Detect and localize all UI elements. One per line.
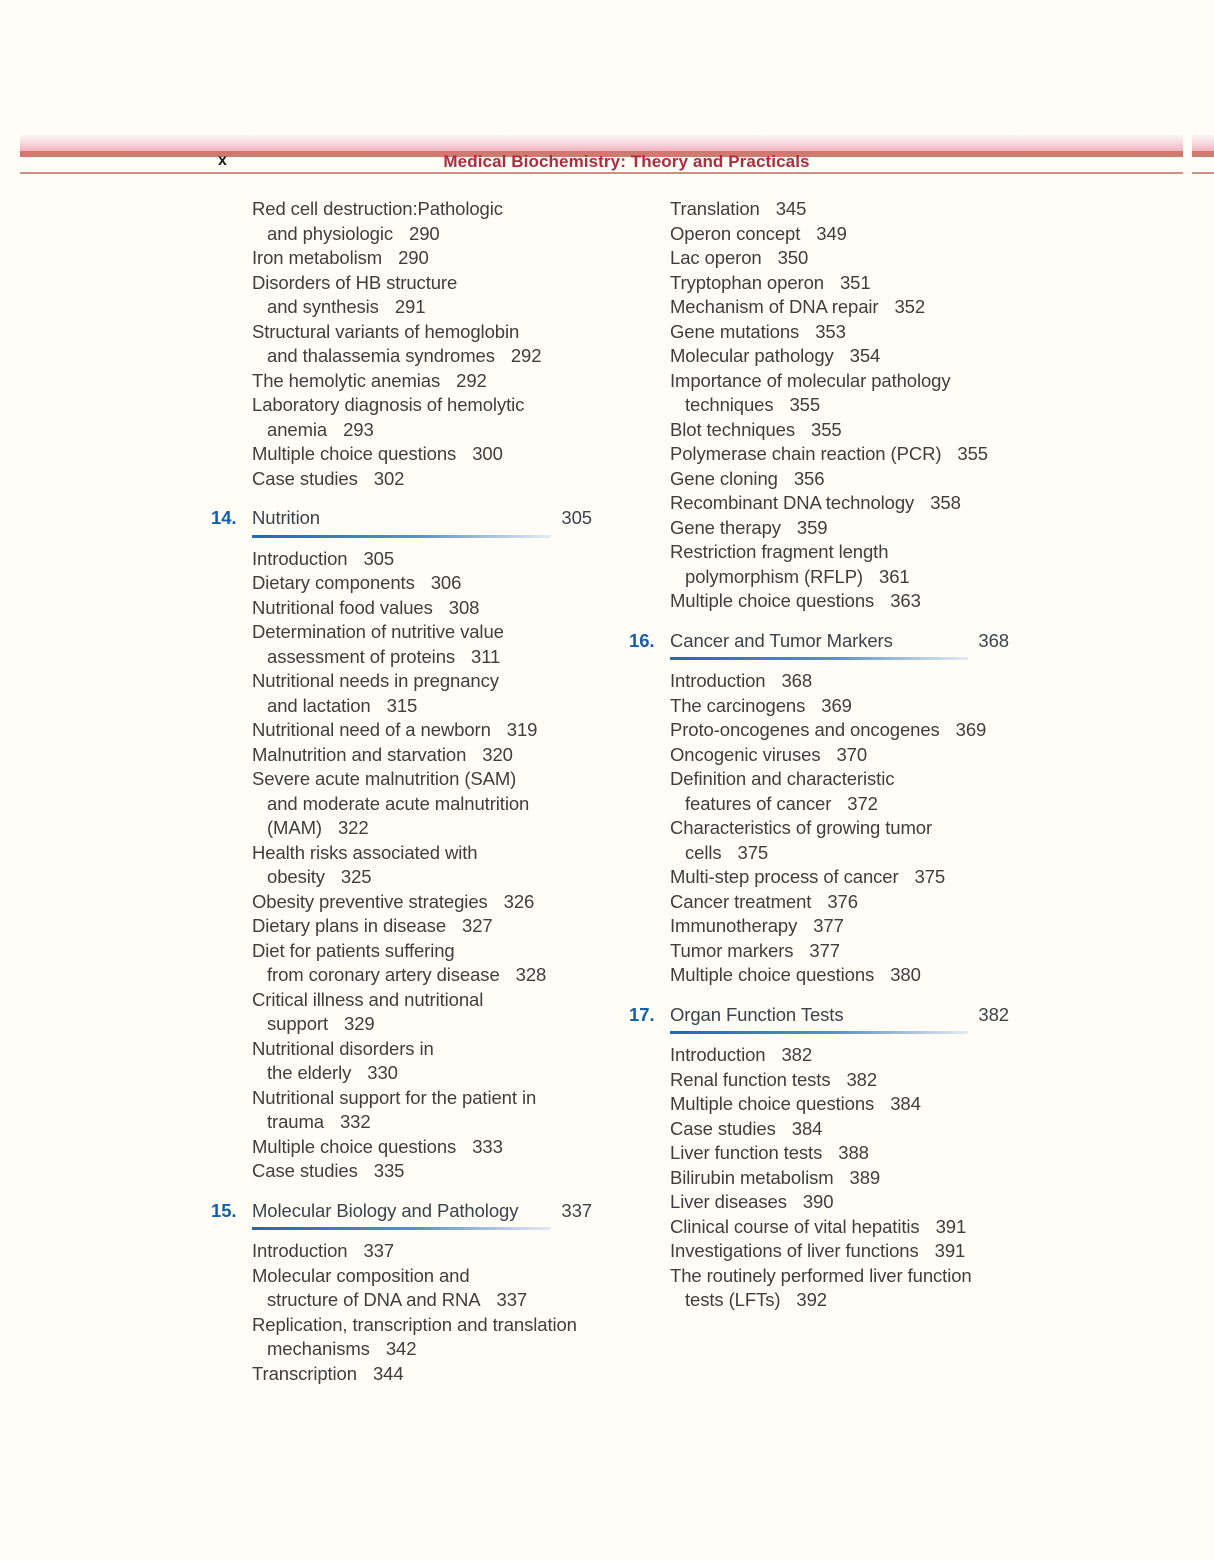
toc-entry	[211, 1239, 592, 1264]
toc-block	[211, 506, 592, 1184]
toc-entry-line: The routinely performed liver function	[670, 1264, 972, 1286]
chapter-title-rule	[670, 629, 968, 661]
toc-column-left	[211, 197, 592, 1386]
toc-entry	[211, 197, 592, 246]
toc-entry-page: 375	[737, 841, 769, 863]
toc-entry-page: 327	[462, 915, 493, 936]
toc-entry-page: 302	[373, 467, 405, 489]
book-title: Medical Biochemistry: Theory and Practicals	[443, 152, 810, 171]
toc-entry-page: 355	[811, 418, 842, 440]
toc-entry	[629, 197, 1009, 222]
toc-entry-line: from coronary artery disease 328	[267, 964, 547, 985]
toc-block	[629, 197, 1009, 614]
chapter-title-rule	[252, 506, 551, 538]
toc-entry-line: Immunotherapy 377	[670, 915, 844, 936]
chapter-title-rule	[252, 1199, 551, 1231]
toc-entry-page: 376	[827, 890, 858, 912]
toc-entry-line: The carcinogens 369	[670, 694, 852, 716]
toc-entry	[211, 246, 592, 271]
toc-entry-page: 337	[496, 1289, 528, 1310]
chapter-title: Nutrition	[252, 507, 320, 528]
toc-entry-line: Nutritional needs in pregnancy	[252, 670, 499, 691]
toc-entry-page: 332	[339, 1111, 371, 1132]
toc-entry-line: and lactation 315	[267, 694, 418, 716]
toc-entry	[629, 1239, 1009, 1264]
toc-entry-line: Restriction fragment length	[670, 541, 889, 562]
toc-entry	[629, 1215, 1009, 1240]
toc-entry-page: 353	[815, 320, 846, 342]
toc-entry-page: 369	[821, 694, 852, 716]
chapter-number: 17.	[629, 1003, 655, 1025]
toc-entry-line: Dietary components 306	[252, 572, 462, 593]
toc-entry	[211, 914, 592, 939]
toc-entry-line: Multiple choice questions 384	[670, 1093, 921, 1114]
toc-entry-line: Red cell destruction:Pathologic	[252, 198, 503, 219]
toc-entry-page: 319	[506, 719, 538, 740]
toc-entry-line: Nutritional food values 308	[252, 596, 480, 618]
toc-entry-page: 392	[796, 1289, 827, 1310]
toc-block	[629, 1003, 1009, 1313]
toc-entry	[211, 939, 592, 988]
toc-entry-line: and synthesis 291	[267, 296, 426, 317]
header-rule-edge-segment	[1192, 172, 1214, 174]
toc-entry-page: 384	[791, 1117, 823, 1139]
toc-entry	[629, 1043, 1009, 1068]
toc-entry-page: 292	[510, 345, 542, 366]
toc-entry-line: and physiologic 290	[267, 222, 440, 244]
page-number-marker: x	[218, 152, 227, 169]
toc-entry-line: Gene therapy 359	[670, 516, 828, 538]
toc-entry	[629, 222, 1009, 247]
toc-entry	[211, 1159, 592, 1184]
toc-entry	[211, 1135, 592, 1160]
toc-entry	[211, 320, 592, 369]
toc-entry-line: Iron metabolism 290	[252, 247, 429, 268]
toc-entry	[629, 914, 1009, 939]
toc-entry-line: Malnutrition and starvation 320	[252, 743, 513, 765]
toc-entry-line: cells 375	[685, 841, 769, 863]
toc-entry	[629, 246, 1009, 271]
toc-entry-line: techniques 355	[685, 394, 821, 415]
toc-entry	[629, 816, 1009, 865]
toc-entry-line: Disorders of HB structure	[252, 271, 458, 293]
toc-entry	[629, 1166, 1009, 1191]
toc-entry-page: 377	[809, 939, 840, 961]
toc-entry-page: 344	[372, 1362, 404, 1384]
toc-entry-page: 351	[839, 271, 871, 293]
toc-entry	[211, 620, 592, 669]
toc-entry-page: 292	[456, 369, 487, 391]
toc-entry-page: 342	[385, 1338, 417, 1359]
toc-entry-line: polymorphism (RFLP) 361	[685, 565, 910, 587]
toc-entry-page: 290	[398, 247, 429, 268]
toc-column-right	[629, 197, 1009, 1313]
toc-entry-line: Mechanism of DNA repair 352	[670, 296, 926, 317]
header-band-gradient	[1192, 135, 1214, 151]
toc-entry-page: 352	[894, 296, 926, 317]
toc-entry-page: 291	[394, 296, 426, 317]
toc-entry	[211, 1313, 592, 1362]
toc-entry	[629, 718, 1009, 743]
toc-entry	[211, 767, 592, 841]
toc-entry-line: Cancer treatment 376	[670, 890, 858, 912]
toc-entry-page: 375	[914, 866, 946, 887]
toc-entry-line: and thalassemia syndromes 292	[267, 345, 542, 366]
toc-entry-line: Translation 345	[670, 198, 807, 219]
toc-entry-page: 328	[515, 964, 547, 985]
toc-entry	[629, 1141, 1009, 1166]
toc-entry-line: Multiple choice questions 333	[252, 1135, 503, 1157]
toc-entry-line: Molecular composition and	[252, 1264, 470, 1286]
toc-entry-page: 326	[503, 890, 535, 912]
toc-entry-line: Gene cloning 356	[670, 467, 825, 489]
toc-entry-line: Introduction 337	[252, 1240, 395, 1261]
chapter-title: Cancer and Tumor Markers	[670, 629, 893, 651]
toc-entry	[211, 442, 592, 467]
toc-entry-line: Diet for patients suffering	[252, 939, 455, 961]
toc-entry	[629, 271, 1009, 296]
toc-entry-page: 320	[482, 743, 513, 765]
toc-entry-page: 384	[890, 1093, 921, 1114]
toc-entry-line: Laboratory diagnosis of hemolytic	[252, 394, 525, 415]
toc-entry-line: Structural variants of hemoglobin	[252, 320, 520, 342]
toc-entry-line: Polymerase chain reaction (PCR) 355	[670, 443, 988, 464]
toc-entry	[211, 1264, 592, 1313]
toc-entry-line: Obesity preventive strategies 326	[252, 890, 535, 912]
toc-entry-line: Renal function tests 382	[670, 1068, 878, 1090]
toc-entry-page: 308	[448, 596, 480, 618]
toc-entry-line: Liver function tests 388	[670, 1142, 869, 1163]
toc-entry-page: 389	[849, 1166, 881, 1188]
toc-entry	[629, 1092, 1009, 1117]
toc-entry-line: Health risks associated with	[252, 841, 478, 863]
toc-entry-page: 305	[363, 547, 395, 569]
toc-entry	[629, 467, 1009, 492]
toc-entry-line: Investigations of liver functions 391	[670, 1240, 966, 1261]
toc-entry	[211, 1362, 592, 1387]
toc-entry-line: Nutritional disorders in	[252, 1037, 434, 1059]
toc-entry-line: Gene mutations 353	[670, 320, 846, 342]
toc-block	[211, 1199, 592, 1387]
toc-entry	[629, 743, 1009, 768]
toc-entry	[629, 890, 1009, 915]
chapter-heading	[629, 629, 1009, 661]
toc-entry	[629, 669, 1009, 694]
toc-entry-page: 345	[775, 198, 807, 219]
toc-entry-line: Multiple choice questions 363	[670, 590, 921, 611]
header-band-accent	[1192, 151, 1214, 157]
toc-entry-line: Definition and characteristic	[670, 768, 895, 789]
toc-entry-page: 325	[340, 866, 372, 887]
chapter-number: 15.	[211, 1199, 237, 1221]
toc-entry-page: 290	[409, 222, 440, 244]
chapter-page-number: 305	[561, 507, 592, 528]
toc-entry-page: 382	[846, 1068, 878, 1090]
toc-entry	[629, 320, 1009, 345]
toc-entry-line: support 329	[267, 1013, 375, 1034]
toc-entry-line: tests (LFTs) 392	[685, 1289, 827, 1310]
toc-entry-line: obesity 325	[267, 866, 372, 887]
toc-entry	[629, 540, 1009, 589]
chapter-number: 14.	[211, 507, 237, 528]
toc-entry	[211, 596, 592, 621]
toc-entry-line: Nutritional need of a newborn 319	[252, 719, 538, 740]
header-rule	[20, 172, 1183, 174]
toc-entry	[211, 571, 592, 596]
toc-entry-page: 359	[796, 516, 828, 538]
toc-entry-line: Transcription 344	[252, 1362, 404, 1384]
toc-entry	[629, 295, 1009, 320]
toc-entry	[629, 767, 1009, 816]
toc-entry-line: trauma 332	[267, 1111, 371, 1132]
toc-entry-page: 361	[879, 565, 910, 587]
toc-entry	[211, 890, 592, 915]
toc-entry	[211, 547, 592, 572]
toc-entry-page: 358	[930, 492, 961, 513]
toc-entry-line: Molecular pathology 354	[670, 345, 881, 366]
toc-entry-page: 363	[890, 590, 921, 611]
chapter-title: Organ Function Tests	[670, 1003, 844, 1025]
toc-entry	[629, 369, 1009, 418]
toc-entry-line: Blot techniques 355	[670, 418, 842, 440]
toc-entry-line: Importance of molecular pathology	[670, 369, 951, 391]
toc-entry	[629, 939, 1009, 964]
chapter-title: Molecular Biology and Pathology	[252, 1199, 519, 1221]
toc-entry-line: Proto-oncogenes and oncogenes 369	[670, 719, 987, 740]
toc-entry	[629, 865, 1009, 890]
toc-entry	[629, 963, 1009, 988]
toc-entry-line: features of cancer 372	[685, 792, 878, 814]
toc-entry-line: Case studies 384	[670, 1117, 823, 1139]
toc-entry-page: 300	[472, 443, 503, 464]
toc-entry-page: 354	[849, 345, 881, 366]
chapter-number: 16.	[629, 629, 655, 651]
toc-entry-page: 337	[363, 1240, 395, 1261]
toc-entry	[211, 271, 592, 320]
toc-entry-page: 329	[344, 1013, 375, 1034]
toc-entry	[629, 1068, 1009, 1093]
toc-entry-line: Oncogenic viruses 370	[670, 743, 868, 765]
toc-entry	[629, 491, 1009, 516]
toc-entry-line: Lac operon 350	[670, 247, 809, 268]
chapter-heading	[211, 506, 592, 538]
toc-entry-page: 369	[955, 719, 987, 740]
header-band-edge-segment	[1192, 135, 1214, 157]
toc-entry-line: The hemolytic anemias 292	[252, 369, 487, 391]
toc-entry-page: 333	[472, 1135, 503, 1157]
toc-entry-line: the elderly 330	[267, 1062, 398, 1083]
toc-entry-line: Case studies 335	[252, 1160, 405, 1181]
toc-entry-page: 335	[373, 1160, 405, 1181]
toc-entry-line: and moderate acute malnutrition	[267, 792, 530, 814]
toc-entry-line: Tumor markers 377	[670, 939, 840, 961]
toc-block	[211, 197, 592, 491]
toc-entry-line: Recombinant DNA technology 358	[670, 492, 961, 513]
toc-entry-page: 356	[793, 467, 825, 489]
toc-entry-page: 382	[781, 1044, 813, 1065]
toc-entry-page: 388	[838, 1142, 869, 1163]
toc-entry	[211, 369, 592, 394]
toc-entry	[629, 1264, 1009, 1313]
toc-entry	[629, 694, 1009, 719]
toc-entry-page: 330	[367, 1062, 398, 1083]
toc-entry-line: Dietary plans in disease 327	[252, 915, 493, 936]
toc-entry-page: 306	[430, 572, 462, 593]
header-band-gradient	[20, 135, 1183, 151]
toc-entry-line: mechanisms 342	[267, 1338, 417, 1359]
toc-entry	[629, 516, 1009, 541]
toc-entry	[211, 841, 592, 890]
toc-entry	[211, 988, 592, 1037]
toc-entry-line: structure of DNA and RNA 337	[267, 1289, 528, 1310]
toc-entry-page: 368	[781, 670, 813, 691]
toc-entry-page: 391	[934, 1240, 966, 1261]
toc-entry-line: Operon concept 349	[670, 222, 847, 244]
toc-entry-page: 372	[847, 792, 878, 814]
toc-entry-page: 311	[471, 645, 501, 667]
toc-entry	[211, 669, 592, 718]
toc-entry-line: Multiple choice questions 380	[670, 964, 921, 985]
toc-entry	[211, 743, 592, 768]
toc-entry-page: 390	[802, 1191, 834, 1212]
toc-entry-line: Introduction 382	[670, 1044, 813, 1065]
toc-entry-page: 322	[337, 817, 369, 838]
chapter-heading	[211, 1199, 592, 1231]
toc-entry-line: Critical illness and nutritional	[252, 988, 484, 1010]
toc-entry-line: Nutritional support for the patient in	[252, 1086, 537, 1108]
toc-entry-page: 380	[890, 964, 921, 985]
toc-entry	[211, 393, 592, 442]
toc-entry-line: Bilirubin metabolism 389	[670, 1166, 881, 1188]
toc-entry-line: (MAM) 322	[267, 817, 369, 838]
toc-entry-line: Liver diseases 390	[670, 1191, 834, 1212]
toc-entry-page: 377	[813, 915, 844, 936]
toc-entry	[629, 1117, 1009, 1142]
toc-entry	[629, 442, 1009, 467]
toc-entry-line: Clinical course of vital hepatitis 391	[670, 1215, 967, 1237]
toc-entry	[211, 1086, 592, 1135]
chapter-page-number: 337	[561, 1199, 592, 1221]
toc-entry-line: Multiple choice questions 300	[252, 443, 503, 464]
toc-entry	[629, 1190, 1009, 1215]
chapter-page-number: 368	[978, 629, 1009, 651]
toc-entry-page: 355	[957, 443, 988, 464]
chapter-heading	[629, 1003, 1009, 1035]
toc-entry-line: Replication, transcription and translation	[252, 1313, 577, 1335]
toc-entry-line: Severe acute malnutrition (SAM)	[252, 768, 517, 789]
toc-entry	[629, 344, 1009, 369]
toc-entry-line: Determination of nutritive value	[252, 621, 504, 642]
toc-entry-line: Introduction 305	[252, 547, 395, 569]
chapter-title-rule	[670, 1003, 968, 1035]
toc-entry	[211, 1037, 592, 1086]
toc-entry-line: Case studies 302	[252, 467, 405, 489]
toc-entry-page: 370	[836, 743, 868, 765]
toc-entry-page: 350	[777, 247, 809, 268]
toc-block	[629, 629, 1009, 988]
toc-entry-line: assessment of proteins 311	[267, 645, 501, 667]
toc-entry-line: Multi-step process of cancer 375	[670, 866, 946, 887]
running-header	[20, 150, 1183, 174]
chapter-page-number: 382	[978, 1003, 1009, 1025]
toc-entry	[629, 418, 1009, 443]
toc-entry-page: 349	[816, 222, 847, 244]
toc-entry-page: 391	[935, 1215, 967, 1237]
toc-entry	[629, 589, 1009, 614]
toc-entry-line: anemia 293	[267, 418, 374, 440]
toc-entry	[211, 718, 592, 743]
toc-entry-line: Characteristics of growing tumor	[670, 817, 933, 838]
toc-entry-page: 355	[789, 394, 821, 415]
toc-entry-page: 293	[343, 418, 374, 440]
toc-entry	[211, 467, 592, 492]
toc-entry-line: Introduction 368	[670, 670, 813, 691]
toc-entry-page: 315	[386, 694, 418, 716]
toc-entry-line: Tryptophan operon 351	[670, 271, 871, 293]
